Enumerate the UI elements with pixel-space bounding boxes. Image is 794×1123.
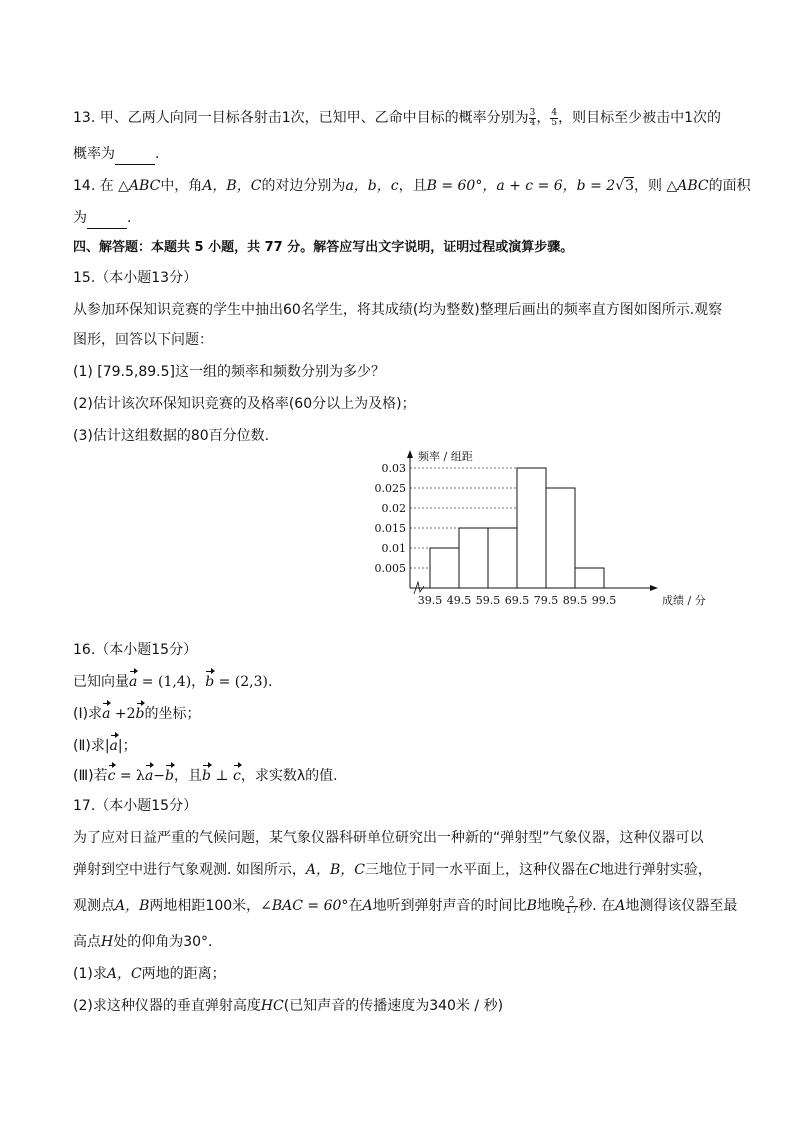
q16-title: 16.（本小题15分） (73, 642, 198, 658)
x-tick-label: 89.5 (562, 594, 588, 607)
histogram-bar (546, 488, 575, 588)
q14-line2: 为 . (73, 208, 131, 229)
q14-line1: 14. 在 △ABC中，角A，B，C的对边分别为a，b，c，且B = 60°，a + c = 6，b = 2√3，则 △ABC的面积 (73, 178, 751, 194)
q15-text2: 图形，回答以下问题： (73, 332, 213, 348)
histogram-bar (459, 528, 488, 588)
y-axis-label: 频率 / 组距 (418, 450, 473, 463)
x-tick-label: 79.5 (533, 594, 559, 607)
section-heading: 四、解答题：本题共 5 小题，共 77 分。解答应写出文字说明，证明过程或演算步骤。 (73, 240, 574, 255)
histogram-bar (575, 568, 604, 588)
answer-blank[interactable] (115, 144, 155, 165)
q15-sub3: (3)估计这组数据的80百分位数. (73, 428, 270, 444)
q17-sub1: (1)求A，C两地的距离； (73, 966, 226, 982)
answer-blank[interactable] (87, 208, 127, 229)
q16-part1: (Ⅰ)求a +2b的坐标； (73, 706, 201, 722)
frequency-histogram (360, 448, 706, 616)
y-tick-label: 0.005 (374, 562, 406, 575)
fraction-2-17: $\frac{2}{17}$ (565, 895, 578, 916)
q17-sub2: (2)求这种仪器的垂直弹射高度HC(已知声音的传播速度为340米 / 秒) (73, 998, 504, 1014)
y-axis-arrow (407, 450, 413, 458)
x-axis-arrow (650, 585, 658, 591)
y-tick-label: 0.015 (374, 522, 406, 535)
fraction-4-5: $\frac{4}{5}$ (551, 107, 558, 128)
x-tick-label: 49.5 (446, 594, 472, 607)
x-tick-label: 59.5 (475, 594, 501, 607)
q17-title: 17.（本小题15分） (73, 798, 198, 814)
q17-text3: 观测点A，B两地相距100米，∠BAC = 60°在A地听到弹射声音的时间比B地晚 $\frac{2}{17}$ 秒. 在A地测得该仪器至最 (73, 895, 738, 916)
q16-given: 已知向量a = (1,4)，b = (2,3). (73, 674, 273, 690)
vector-a: a (129, 674, 138, 690)
q13-line1: 13. 甲、乙两人向同一目标各射击1次，已知甲、乙命中目标的概率分别为 $\frac{3}{4}$ ， $\frac{4}{5}$ ，则目标至少被击中1次的 (73, 107, 722, 128)
vector-b: b (205, 674, 215, 690)
y-tick-label: 0.02 (381, 502, 406, 515)
histogram-bar (517, 468, 546, 588)
q15-sub2: (2)估计该次环保知识竞赛的及格率(60分以上为及格)； (73, 396, 416, 412)
q15-title: 15.（本小题13分） (73, 270, 198, 286)
x-tick-label: 69.5 (504, 594, 530, 607)
histogram-bar (430, 548, 459, 588)
q17-text2: 弹射到空中进行气象观测. 如图所示，A，B，C三地位于同一水平面上，这种仪器在C地进行弹射实验， (73, 862, 712, 878)
q15-text1: 从参加环保知识竞赛的学生中抽出60名学生，将其成绩(均为整数)整理后画出的频率直方图如图所示.观察 (73, 302, 723, 318)
histogram-bar (488, 528, 517, 588)
q13-line2: 概率为 . (73, 144, 159, 165)
q17-text4: 高点H处的仰角为30°. (73, 934, 213, 950)
q15-sub1: (1) [79.5,89.5]这一组的频率和频数分别为多少？ (73, 364, 385, 380)
q16-part3: (Ⅲ)若c = λa−b，且b ⊥ c，求实数λ的值. (73, 768, 338, 784)
y-tick-label: 0.01 (381, 542, 406, 555)
x-axis-label: 成绩 / 分 (662, 594, 706, 607)
y-tick-label: 0.03 (381, 462, 406, 475)
y-tick-label: 0.025 (374, 482, 406, 495)
fraction-3-4: $\frac{3}{4}$ (529, 107, 536, 128)
x-tick-label: 39.5 (417, 594, 443, 607)
q16-part2: (Ⅱ)求|a|； (73, 738, 137, 754)
x-tick-label: 99.5 (591, 594, 617, 607)
q17-text1: 为了应对日益严重的气候问题，某气象仪器科研单位研究出一种新的“弹射型”气象仪器，这种仪器可以 (73, 830, 704, 846)
